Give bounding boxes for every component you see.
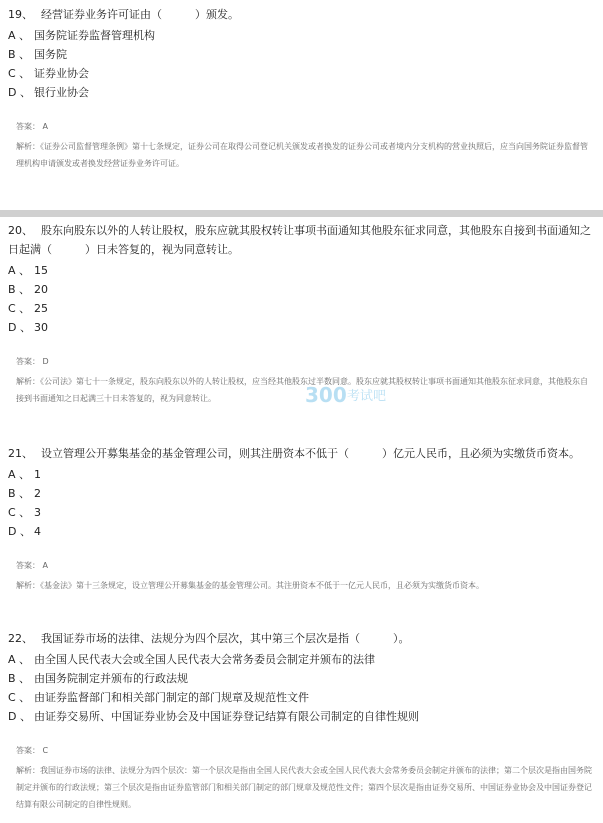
analysis-text: 解析：《公司法》第七十一条规定，股东向股东以外的人转让股权，应当经其他股东过半数同意。股东应就其股权转让事项书面通知其他股东征求同意，其他股东自接到书面通知之日起满三十日未答复的，视为同意转让。 (16, 377, 588, 403)
option-b[interactable] (8, 669, 603, 688)
option-text: 由证券交易所、中国证券业协会及中国证券登记结算有限公司制定的自律性规则 (34, 710, 419, 723)
option-text: 15 (34, 264, 48, 277)
question-number: 19、 (8, 8, 33, 21)
answer-label: 答案： D (16, 357, 49, 366)
watermark-digits: 300 (305, 383, 347, 407)
option-a[interactable] (8, 261, 603, 280)
answer-label: 答案： A (16, 122, 49, 131)
option-text: 20 (34, 283, 48, 296)
option-d[interactable] (8, 83, 603, 102)
option-letter: B 、 (8, 283, 31, 296)
option-text: 25 (34, 302, 48, 315)
option-letter: A 、 (8, 653, 31, 666)
option-letter: B 、 (8, 48, 31, 61)
answer-block (16, 355, 595, 407)
question-title (8, 444, 595, 463)
option-a[interactable] (8, 650, 603, 669)
option-b[interactable] (8, 45, 603, 64)
option-letter: B 、 (8, 672, 31, 685)
option-letter: A 、 (8, 264, 31, 277)
option-text: 2 (34, 487, 41, 500)
answer-block (16, 744, 595, 813)
answer-block (16, 120, 595, 172)
option-letter: C 、 (8, 691, 31, 704)
question-text: 设立管理公开募集基金的基金管理公司，则其注册资本不低于（ ）亿元人民币，且必须为实缴货币资本。 (41, 447, 580, 460)
option-letter: C 、 (8, 302, 31, 315)
analysis-text: 解析：我国证券市场的法律、法规分为四个层次：第一个层次是指由全国人民代表大会或全国人民代表大会常务委员会制定并颁布的法律；第二个层次是指由国务院制定并颁布的行政法规；第三个层次是指由证券监管部门和相关部门制定的部门规章及规范性文件；第四个层次是指由证券交易所、中国证券业协会及中国证券登记结算有限公司制定的自律性规则。 (16, 766, 592, 809)
question-text: 股东向股东以外的人转让股权，股东应就其股权转让事项书面通知其他股东征求同意，其他股东自接到书面通知之日起满（ ）日未答复的，视为同意转让。 (8, 224, 591, 256)
question-title (8, 629, 595, 648)
option-text: 证券业协会 (34, 67, 89, 80)
option-list (8, 26, 603, 102)
option-d[interactable] (8, 318, 603, 337)
option-text: 由全国人民代表大会或全国人民代表大会常务委员会制定并颁布的法律 (34, 653, 375, 666)
option-c[interactable] (8, 299, 603, 318)
option-letter: D 、 (8, 525, 31, 538)
option-letter: C 、 (8, 67, 31, 80)
question-number: 22、 (8, 632, 33, 645)
option-text: 由国务院制定并颁布的行政法规 (34, 672, 188, 685)
option-letter: D 、 (8, 86, 31, 99)
question-number: 21、 (8, 447, 33, 460)
answer-label: 答案： A (16, 561, 49, 570)
option-text: 3 (34, 506, 41, 519)
answer-block (16, 559, 595, 594)
option-a[interactable] (8, 26, 603, 45)
answer-label: 答案： C (16, 746, 49, 755)
option-c[interactable] (8, 503, 603, 522)
question-title (8, 221, 595, 259)
option-letter: D 、 (8, 321, 31, 334)
option-text: 国务院 (34, 48, 67, 61)
option-c[interactable] (8, 64, 603, 83)
option-text: 4 (34, 525, 41, 538)
option-b[interactable] (8, 484, 603, 503)
question-21 (0, 444, 603, 594)
option-b[interactable] (8, 280, 603, 299)
option-d[interactable] (8, 522, 603, 541)
option-text: 由证券监督部门和相关部门制定的部门规章及规范性文件 (34, 691, 309, 704)
question-20 (0, 221, 603, 407)
option-letter: C 、 (8, 506, 31, 519)
option-text: 国务院证券监督管理机构 (34, 29, 155, 42)
option-list (8, 650, 603, 726)
question-number: 20、 (8, 224, 33, 237)
analysis-text: 解析：《证券公司监督管理条例》第十七条规定，证券公司在取得公司登记机关颁发或者换发的证券公司或者境内分支机构的营业执照后，应当向国务院证券监督管理机构申请颁发或者换发经营证券业务许可证。 (16, 142, 588, 168)
option-d[interactable] (8, 707, 603, 726)
question-19 (0, 5, 603, 172)
option-list (8, 465, 603, 541)
section-divider (0, 210, 603, 217)
option-list (8, 261, 603, 337)
option-letter: A 、 (8, 468, 31, 481)
watermark-text: 考试吧 (347, 389, 387, 404)
option-letter: A 、 (8, 29, 31, 42)
option-a[interactable] (8, 465, 603, 484)
option-text: 银行业协会 (34, 86, 89, 99)
option-text: 30 (34, 321, 48, 334)
question-title (8, 5, 595, 24)
question-text: 经营证券业务许可证由（ ）颁发。 (41, 8, 239, 21)
option-letter: D 、 (8, 710, 31, 723)
question-text: 我国证券市场的法律、法规分为四个层次，其中第三个层次是指（ ）。 (41, 632, 410, 645)
analysis-text: 解析：《基金法》第十三条规定，设立管理公开募集基金的基金管理公司。其注册资本不低于一亿元人民币，且必须为实缴货币资本。 (16, 581, 484, 590)
option-letter: B 、 (8, 487, 31, 500)
question-22 (0, 629, 603, 813)
option-text: 1 (34, 468, 41, 481)
option-c[interactable] (8, 688, 603, 707)
